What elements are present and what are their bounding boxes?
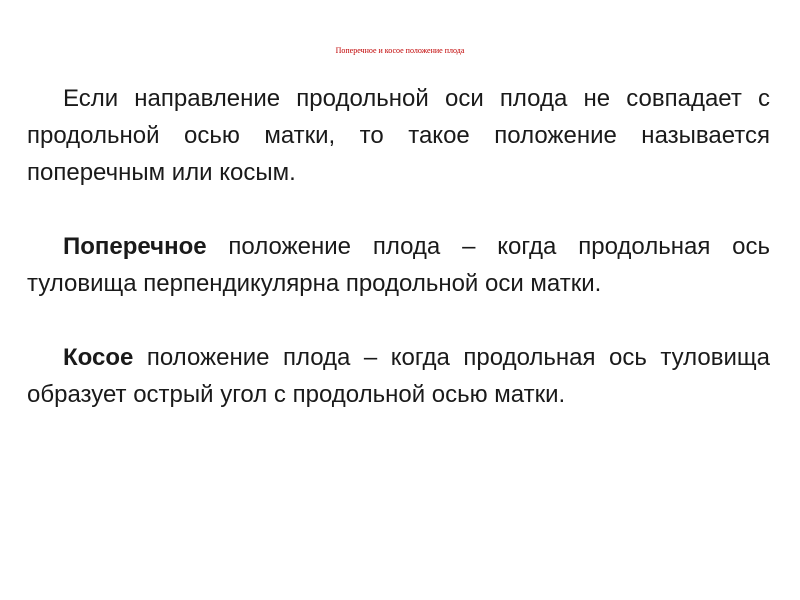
paragraph-transverse-text: положение плода – когда продольная ось туловища перпендикулярна продольной оси матки. bbox=[27, 233, 770, 297]
paragraph-definition bbox=[27, 80, 770, 191]
slide-title: Поперечное и косое положение плода bbox=[335, 46, 465, 55]
term-transverse: Поперечное bbox=[63, 233, 207, 260]
paragraph-oblique-text: положение плода – когда продольная ось туловища образует острый угол с продольной осью матки. bbox=[27, 344, 770, 408]
paragraph-definition-text: Если направление продольной оси плода не совпадает с продольной осью матки, то такое положение называется поперечным или косым. bbox=[27, 85, 770, 186]
paragraph-transverse bbox=[27, 228, 770, 302]
term-oblique: Косое bbox=[63, 344, 134, 371]
paragraph-oblique bbox=[27, 339, 770, 413]
slide-body bbox=[27, 80, 770, 413]
